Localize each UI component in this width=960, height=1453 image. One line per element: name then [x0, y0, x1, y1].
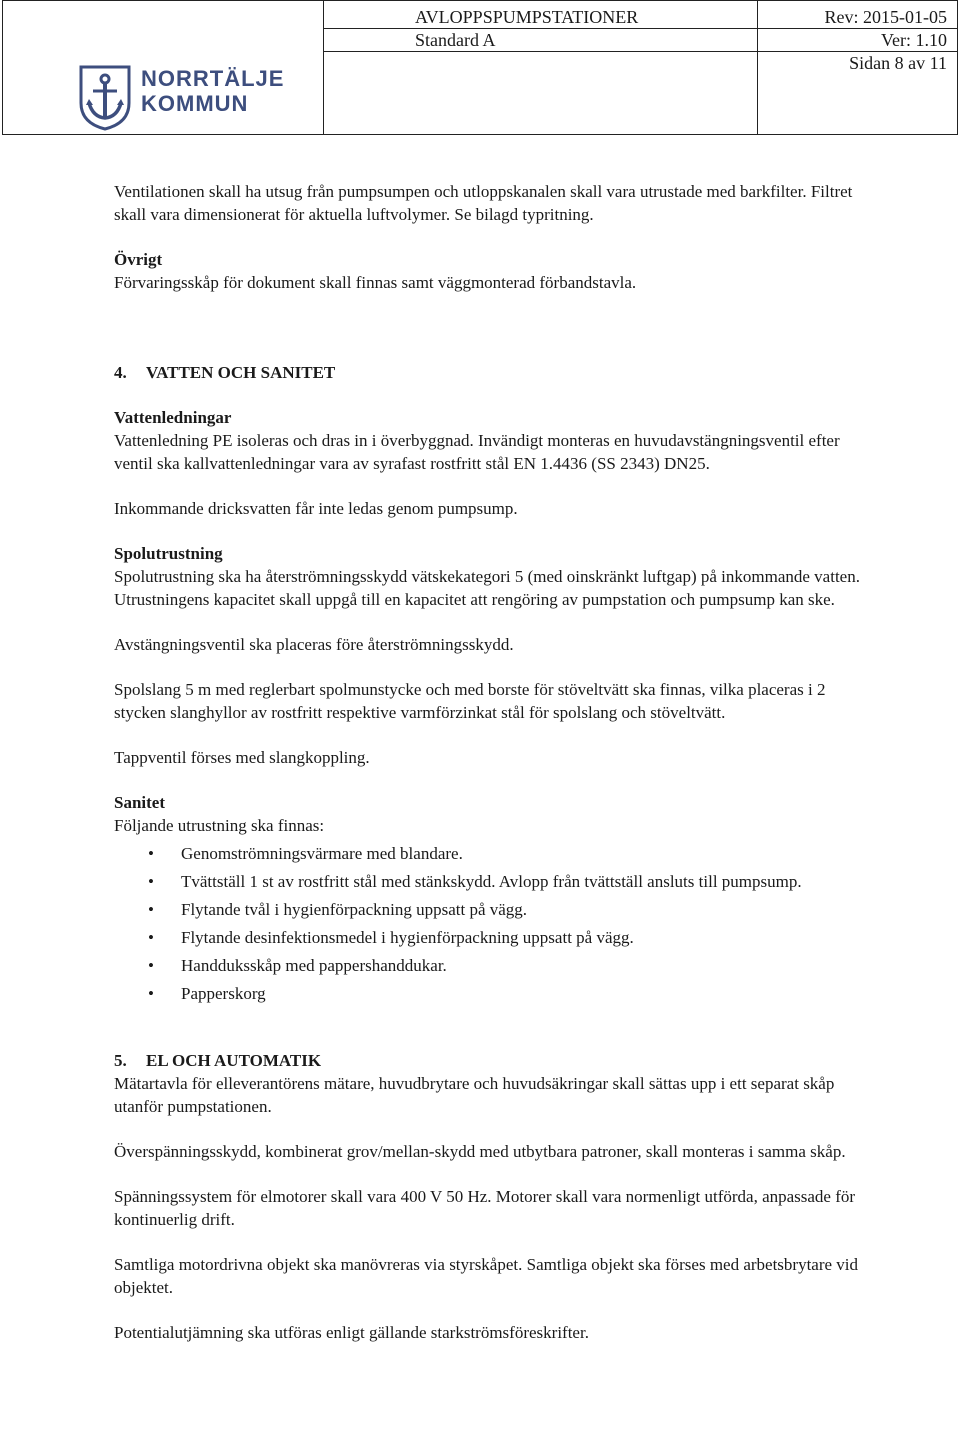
list-item — [114, 926, 874, 949]
logo-cell — [3, 1, 324, 134]
tappventil-paragraph: Tappventil förses med slangkoppling. — [114, 748, 370, 767]
document-title: AVLOPPSPUMPSTATIONER — [415, 7, 639, 27]
list-item — [114, 982, 874, 1005]
document-standard: Standard A — [415, 30, 496, 50]
section-5-number: 5. — [114, 1051, 127, 1070]
vattenledningar-paragraph: Vattenledning PE isoleras och dras in i överbyggnad. Invändigt monteras en huvudavstängningsventil efter ventil ska kallvattenledningar vara av syrafast rostfritt stål EN 1.4436 (SS 2343) DN25. — [114, 431, 840, 473]
el-paragraph-4: Samtliga motordrivna objekt ska manövreras via styrskåpet. Samtliga objekt ska förses med arbetsbrytare vid objektet. — [114, 1255, 859, 1297]
list-item-text: Tvättställ 1 st av rostfritt stål med stänkskydd. Avlopp från tvättställ ansluts till pumpsump. — [181, 872, 802, 891]
sanitet-list — [114, 842, 874, 1005]
el-paragraph-2: Överspänningsskydd, kombinerat grov/mellan-skydd med utbytbara patroner, skall monteras i samma skåp. — [114, 1142, 846, 1161]
ventilation-paragraph: Ventilationen skall ha utsug från pumpsumpen och utloppskanalen skall vara utrustade med barkfilter. Filtret skall vara dimensionerat för aktuella luftvolymer. Se bilagd typritning. — [114, 182, 853, 224]
el-paragraph-1: Mätartavla för elleverantörens mätare, huvudbrytare och huvudsäkringar skall sättas upp i ett separat skåp utanför pumpstationen. — [114, 1074, 835, 1116]
version-number: Ver: 1.10 — [881, 30, 947, 50]
el-paragraph-3: Spänningssystem för elmotorer skall vara 400 V 50 Hz. Motorer skall vara normenligt utförda, anpassade för kontinuerlig drift. — [114, 1187, 856, 1229]
anchor-shield-icon — [77, 63, 133, 131]
list-item-text: Handduksskåp med pappershanddukar. — [181, 956, 447, 975]
section-5-title: EL OCH AUTOMATIK — [146, 1051, 322, 1070]
bullet-icon: • — [148, 844, 154, 863]
sanitet-heading: Sanitet — [114, 793, 165, 812]
bullet-icon: • — [148, 956, 154, 975]
avstangning-paragraph: Avstängningsventil ska placeras före återströmningsskydd. — [114, 635, 514, 654]
list-item-text: Papperskorg — [181, 984, 266, 1003]
ovrigt-heading: Övrigt — [114, 250, 163, 269]
document-body — [114, 180, 874, 1344]
section-4-title: VATTEN OCH SANITET — [146, 363, 336, 382]
section-4-heading — [114, 361, 874, 384]
el-paragraph-5: Potentialutjämning ska utföras enligt gällande starkströmsföreskrifter. — [114, 1323, 589, 1342]
list-item — [114, 842, 874, 865]
page-number: Sidan 8 av 11 — [849, 53, 947, 73]
spolutrustning-heading: Spolutrustning — [114, 544, 223, 563]
logo-text-line2: KOMMUN — [141, 91, 249, 116]
inkommande-paragraph: Inkommande dricksvatten får inte ledas genom pumpsump. — [114, 499, 518, 518]
section-4-number: 4. — [114, 363, 127, 382]
bullet-icon: • — [148, 984, 154, 1003]
list-item-text: Flytande tvål i hygienförpackning uppsatt på vägg. — [181, 900, 528, 919]
vattenledningar-heading: Vattenledningar — [114, 408, 232, 427]
list-item — [114, 954, 874, 977]
title-cell — [323, 1, 758, 134]
spolutrustning-paragraph: Spolutrustning ska ha återströmningsskydd vätskekategori 5 (med oinskränkt luftgap) på inkommande vatten. Utrustningens kapacitet skall uppgå till en kapacitet att rengöring av pumpstation och pumpsump kan ske. — [114, 567, 860, 609]
document-header — [2, 0, 958, 135]
list-item — [114, 870, 874, 893]
revision-cell — [757, 1, 957, 134]
list-item-text: Flytande desinfektionsmedel i hygienförpackning uppsatt på vägg. — [181, 928, 634, 947]
spolslang-paragraph: Spolslang 5 m med reglerbart spolmunstycke och med borste för stöveltvätt ska finnas, vilka placeras i 2 stycken slanghyllor av rostfritt respektive varmförzinkat stål för spolslang och stöveltvätt. — [114, 680, 826, 722]
ovrigt-paragraph: Förvaringsskåp för dokument skall finnas samt väggmonterad förbandstavla. — [114, 273, 637, 292]
revision-date: Rev: 2015-01-05 — [824, 7, 947, 27]
bullet-icon: • — [148, 872, 154, 891]
municipality-logo — [77, 63, 317, 133]
bullet-icon: • — [148, 900, 154, 919]
section-5-heading — [114, 1049, 874, 1072]
list-item-text: Genomströmningsvärmare med blandare. — [181, 844, 463, 863]
bullet-icon: • — [148, 928, 154, 947]
logo-text-line1: NORRTÄLJE — [141, 66, 285, 91]
sanitet-intro: Följande utrustning ska finnas: — [114, 816, 325, 835]
list-item — [114, 898, 874, 921]
